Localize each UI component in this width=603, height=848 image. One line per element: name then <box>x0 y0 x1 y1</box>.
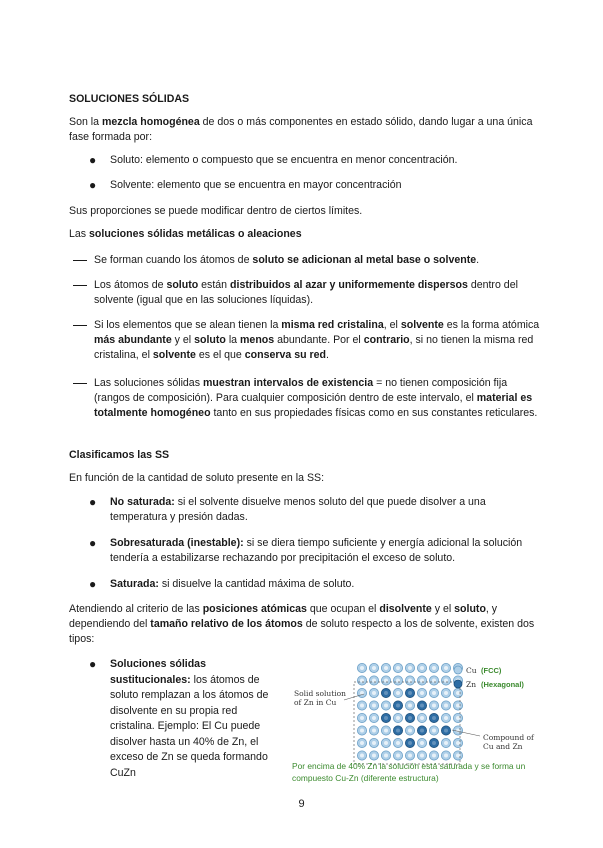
atom-highlight <box>408 716 412 720</box>
atom-highlight <box>360 666 364 670</box>
compound-label-2: Cu and Zn <box>483 742 523 751</box>
section-title: SOLUCIONES SÓLIDAS <box>69 93 190 105</box>
atom-highlight <box>456 729 460 733</box>
bullet-icon: ● <box>89 536 97 550</box>
atom-highlight <box>444 729 448 733</box>
atom-highlight <box>372 741 376 745</box>
solid-solution-label-2: of Zn in Cu <box>294 698 337 707</box>
atom-highlight <box>432 704 436 708</box>
atom-highlight <box>432 754 436 758</box>
atom-highlight <box>432 741 436 745</box>
atom-highlight <box>384 666 388 670</box>
atom-highlight <box>432 666 436 670</box>
atom-highlight <box>444 691 448 695</box>
atom-highlight <box>408 754 412 758</box>
atom-highlight <box>420 729 424 733</box>
dash-icon <box>73 383 87 384</box>
atom-highlight <box>396 741 400 745</box>
atom-highlight <box>396 729 400 733</box>
atom-highlight <box>372 704 376 708</box>
atom-highlight <box>396 666 400 670</box>
zn-structure-label: (Hexagonal) <box>481 680 524 689</box>
atom-highlight <box>384 729 388 733</box>
atom-highlight <box>420 691 424 695</box>
solid-solution-label-1: Solid solution <box>294 689 346 698</box>
page-number: 9 <box>298 798 305 810</box>
atom-highlight <box>372 666 376 670</box>
atom-highlight <box>396 704 400 708</box>
atom-highlight <box>456 691 460 695</box>
metal-heading: Las soluciones sólidas metálicas o aleaciones <box>69 228 302 240</box>
atom-highlight <box>372 729 376 733</box>
zn-legend-label: Zn <box>466 680 477 689</box>
atom-highlight <box>420 716 424 720</box>
cu-structure-label: (FCC) <box>481 666 502 675</box>
bullet-icon: ● <box>89 577 97 591</box>
atom-highlight <box>432 691 436 695</box>
atom-highlight <box>360 716 364 720</box>
atom-highlight <box>372 754 376 758</box>
atom-highlight <box>444 754 448 758</box>
atom-highlight <box>444 741 448 745</box>
atom-highlight <box>372 691 376 695</box>
atom-highlight <box>372 716 376 720</box>
document-page: SOLUCIONES SÓLIDAS Son la mezcla homogénea de dos o más componentes en estado sólido, dando lugar a una única fase formada por: ● Soluto: elemento o compuesto que se encuentra en menor concentración. ● Solvente: elemento que se encuentra en mayor concentración Sus proporciones se puede modificar dentro de ciertos límites. Las soluciones sólidas metálicas o aleaciones Se forman cuando los átomos de soluto se adicionan al metal base o solvente. Los átomos de soluto están distribuidos al azar y uniformemente dispersos dentro del solvente (igual que en las soluciones líquidas). Si los elementos que se alean tienen la misma red cristalina, el solvente es la forma atómica más abundante y el soluto la menos abundante. Por el contrario, si no tienen la misma red cristalina, el solvente es el que conserva su red. Las soluciones sólidas muestran intervalos de existencia = no tienen composición fija (rangos de composición). Para cualquier composición dentro de este intervalo, el material es totalmente homogéneo tanto en sus propiedades físicas como en sus constantes reticulares. Clasificamos las SS En función de la cantidad de soluto presente en la SS: ● No saturada: si el solvente disuelve menos soluto del que puede disolver a una temperatura y presión dadas. ● Sobresaturada (inestable): si se diera tiempo suficiente y energía adicional la solución tendería a estabilizarse rechazando por precipitación el exceso de soluto. ● Saturada: si disuelve la cantidad máxima de soluto. Atendiendo al criterio de las posiciones atómicas que ocupan el disolvente y el soluto, y dependiendo del tamaño relativo de los átomos de soluto respecto a los de solvente, existen dos tipos: ● Soluciones sólidas sustitucionales: los átomos de soluto remplazan a los átomos de disolvente en su propia red cristalina. Ejemplo: El Cu puede disolver hasta un 40% de Zn, el exceso de Zn se queda formando CuZn Solid solution of Zn in Cu Cu (FCC) Zn (Hexagonal) Compound of Cu and Zn Por encima de 40% Zn la solución está saturada y se forma un compuesto Cu-Zn (diferente estructura) 9 <box>0 0 603 848</box>
zn-legend-icon <box>454 680 462 688</box>
atom-highlight <box>444 716 448 720</box>
atom-highlight <box>408 666 412 670</box>
atom-highlight <box>384 741 388 745</box>
atom-highlight <box>420 666 424 670</box>
dash-icon <box>73 260 87 261</box>
atom-highlight <box>432 729 436 733</box>
bullet-icon: ● <box>89 178 97 192</box>
proportions-paragraph: Sus proporciones se puede modificar dentro de ciertos límites. <box>69 205 363 217</box>
atom-highlight <box>360 729 364 733</box>
atom-highlight <box>420 754 424 758</box>
atom-highlight <box>360 741 364 745</box>
lattice-atoms <box>357 663 462 760</box>
figure-caption: Por encima de 40% Zn la solución está saturada y se forma un compuesto Cu-Zn (diferente estructura) <box>292 761 526 783</box>
cu-legend-label: Cu <box>466 666 477 675</box>
atom-highlight <box>408 704 412 708</box>
atom-highlight <box>444 704 448 708</box>
compound-label-1: Compound of <box>483 733 534 742</box>
atom-highlight <box>384 691 388 695</box>
atom-highlight <box>384 716 388 720</box>
dash-icon <box>73 325 87 326</box>
bullet-icon: ● <box>89 657 97 671</box>
classify-intro: En función de la cantidad de soluto presente en la SS: <box>69 472 325 484</box>
atom-highlight <box>384 754 388 758</box>
atom-highlight <box>432 716 436 720</box>
atom-highlight <box>396 754 400 758</box>
atom-highlight <box>396 691 400 695</box>
intro-paragraph: Son la mezcla homogénea de dos o más componentes en estado sólido, dando lugar a una única fase formada por: <box>69 116 533 143</box>
atom-highlight <box>444 666 448 670</box>
cu-legend-icon <box>454 666 462 674</box>
atom-highlight <box>408 729 412 733</box>
positions-paragraph: Atendiendo al criterio de las posiciones atómicas que ocupan el disolvente y el soluto, y dependiendo del tamaño relativo de los átomos de soluto respecto a los de solvente, existen dos tipos: <box>69 603 535 645</box>
atom-highlight <box>396 716 400 720</box>
atom-highlight <box>384 704 388 708</box>
atom-highlight <box>408 691 412 695</box>
atom-highlight <box>456 741 460 745</box>
atom-highlight <box>456 754 460 758</box>
bullet-icon: ● <box>89 153 97 167</box>
atom-highlight <box>456 716 460 720</box>
dash-icon <box>73 285 87 286</box>
atom-highlight <box>360 704 364 708</box>
atom-highlight <box>360 754 364 758</box>
atom-highlight <box>420 741 424 745</box>
atom-highlight <box>408 741 412 745</box>
atom-highlight <box>420 704 424 708</box>
bullet-icon: ● <box>89 495 97 509</box>
atom-highlight <box>456 704 460 708</box>
classify-heading: Clasificamos las SS <box>69 449 170 461</box>
